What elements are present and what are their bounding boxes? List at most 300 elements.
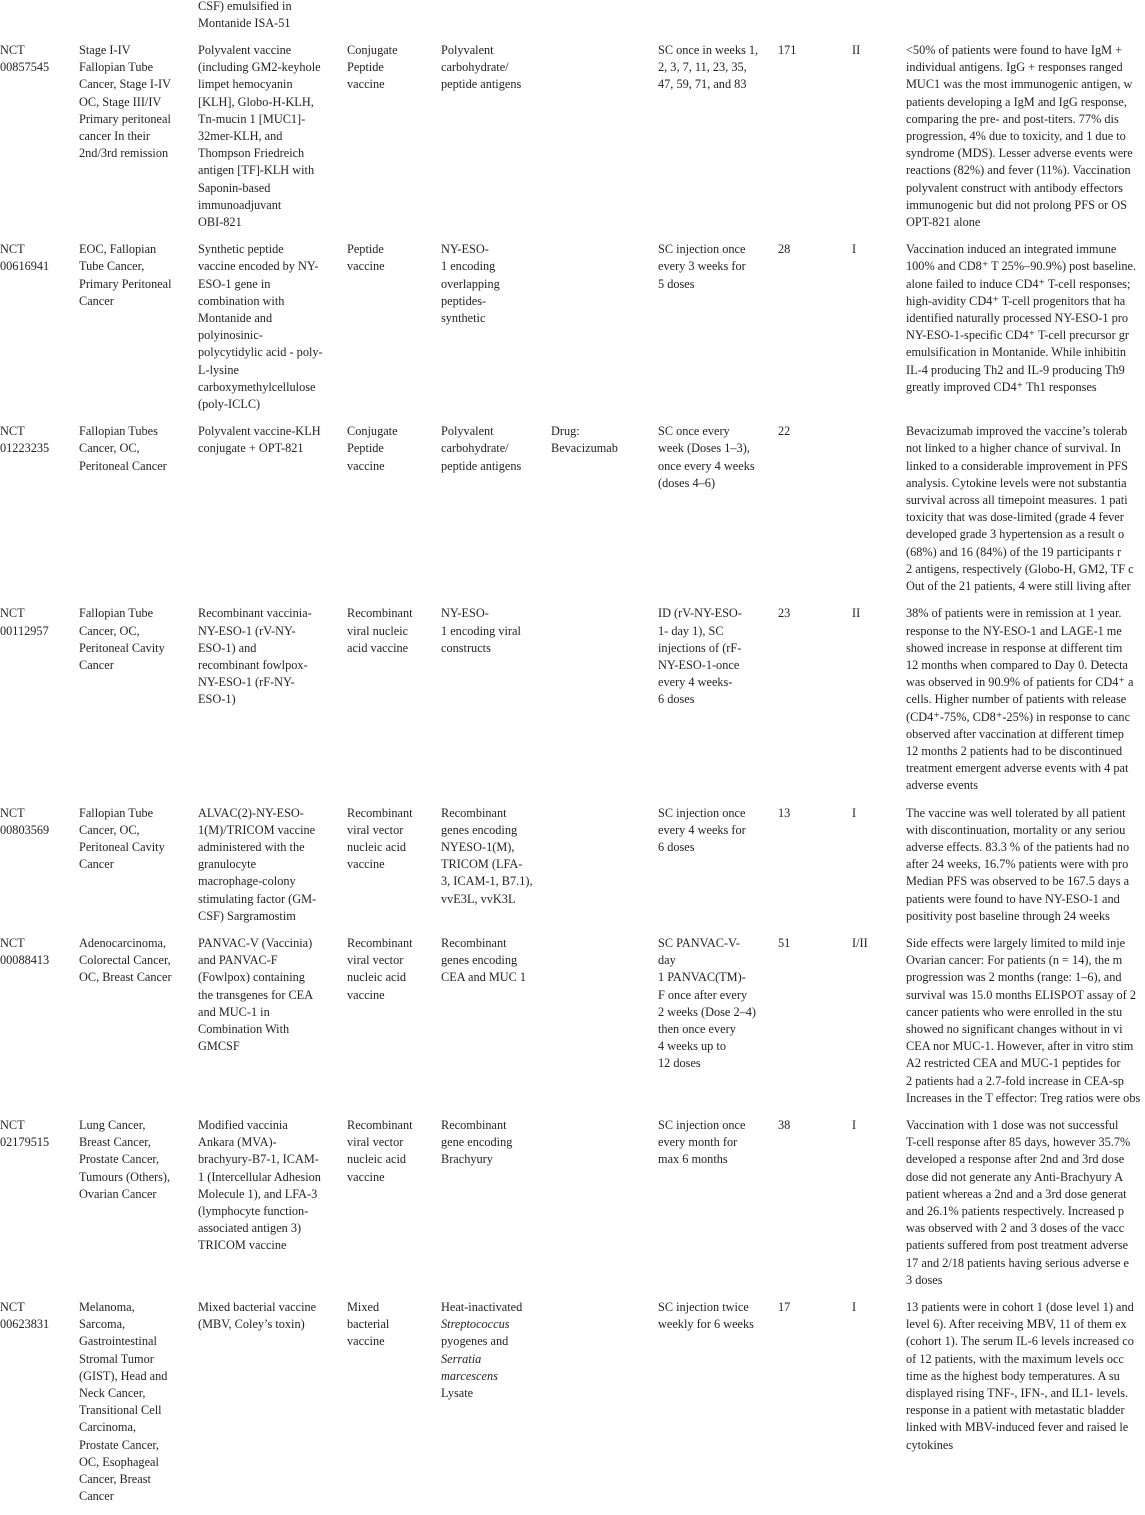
text-line: linked to a considerable improvement in PFS <box>906 458 1128 473</box>
text-line: 2 weeks (Dose 2–4) <box>658 1004 757 1019</box>
text-line: and PANVAC-F <box>198 953 278 968</box>
text-line: I <box>852 1117 857 1132</box>
text-line: Thompson Friedreich <box>198 146 305 161</box>
text-line: 02179515 <box>0 1135 50 1150</box>
combination-drug-cell <box>551 935 658 1117</box>
text-line: cytokines <box>906 1437 954 1452</box>
intervention-cell <box>198 1299 347 1515</box>
text-line: Cancer, OC, <box>79 441 140 456</box>
text-line: OBI-821 <box>198 215 242 230</box>
text-line: NCT <box>0 606 25 621</box>
text-line: associated antigen 3) <box>198 1221 302 1236</box>
text-line: NY-ESO-1 (rV-NY- <box>198 623 296 638</box>
text-line: 51 <box>778 935 791 950</box>
enrollment-cell <box>778 805 852 935</box>
intervention-cell <box>198 805 347 935</box>
text-line: II <box>852 606 861 621</box>
text-line: 00112957 <box>0 623 49 638</box>
text-line: I/II <box>852 935 868 950</box>
combination-drug-cell <box>551 241 658 423</box>
text-line: Adenocarcinoma, <box>79 935 167 950</box>
text-line: showed no significant changes without in vi <box>906 1021 1123 1036</box>
text-line: Conjugate <box>347 43 398 57</box>
phase-cell <box>852 805 906 935</box>
combination-drug-cell <box>551 605 658 804</box>
trial-id-cell <box>0 241 79 423</box>
text-line: CSF) emulsified in <box>198 0 292 13</box>
antigen-cell <box>441 935 551 1117</box>
text-line: Polyvalent <box>441 43 494 57</box>
text-line: Cancer, OC, <box>79 623 140 638</box>
text-line: marcescens <box>441 1368 498 1383</box>
text-line: Drug: <box>551 424 580 439</box>
text-line: cells. Higher number of patients with release <box>906 692 1127 707</box>
schedule-cell <box>658 241 778 423</box>
text-line: Polyvalent vaccine <box>198 43 292 57</box>
results-cell <box>906 423 1145 605</box>
results-cell <box>906 1299 1145 1515</box>
text-line: TRICOM (LFA- <box>441 857 523 872</box>
text-line: F once after every <box>658 987 748 1002</box>
enrollment-cell <box>778 423 852 605</box>
text-line: reactions (82%) and fever (11%). Vaccination <box>906 163 1131 178</box>
table-row <box>0 42 1145 241</box>
results-cell <box>906 935 1145 1117</box>
text-line: vaccine <box>347 77 385 92</box>
text-line: Vaccination induced an integrated immune <box>906 242 1117 257</box>
text-line: Cancer, Breast <box>79 1472 151 1487</box>
text-line: <50% of patients were found to have IgM + <box>906 43 1123 57</box>
intervention-cell <box>198 241 347 423</box>
text-line: NCT <box>0 1117 25 1132</box>
text-line: NY-ESO-1-once <box>658 657 740 672</box>
condition-cell <box>79 42 198 241</box>
text-line: Vaccination with 1 dose was not successful <box>906 1117 1119 1132</box>
text-line: ESO-1) <box>198 692 236 707</box>
text-line: polyvalent construct with antibody effectors <box>906 180 1123 195</box>
text-line: polyinosinic- <box>198 328 263 343</box>
text-line: (68%) and 16 (84%) of the 19 participants r <box>906 544 1122 559</box>
text-line: viral nucleic <box>347 623 409 638</box>
text-line: OPT-821 alone <box>906 215 981 230</box>
condition-cell <box>79 241 198 423</box>
text-line: displayed rising TNF-, IFN-, and IL1- levels. <box>906 1386 1129 1401</box>
table-row <box>0 605 1145 804</box>
text-line: week (Doses 1–3), <box>658 441 750 456</box>
text-line: NCT <box>0 805 25 820</box>
trial-id-cell <box>0 42 79 241</box>
enrollment-cell <box>778 241 852 423</box>
text-line: after 24 weeks, 16.7% patients were with pro <box>906 857 1129 872</box>
text-line: peptide antigens <box>441 458 522 473</box>
text-line: limpet hemocyanin <box>198 77 293 92</box>
text-line: Recombinant <box>441 935 507 950</box>
text-line: Saponin-based <box>198 180 271 195</box>
phase-cell <box>852 423 906 605</box>
text-line: SC PANVAC-V- <box>658 935 740 950</box>
text-line: Tube Cancer, <box>79 259 145 274</box>
schedule-cell <box>658 805 778 935</box>
text-line: dose did not generate any Anti-Brachyury A <box>906 1169 1124 1184</box>
text-line: peptide antigens <box>441 77 522 92</box>
text-line: viral vector <box>347 953 404 968</box>
text-line: 3, ICAM-1, B7.1), <box>441 874 533 889</box>
antigen-cell <box>441 605 551 804</box>
results-cell <box>906 42 1145 241</box>
text-line: Modified vaccinia <box>198 1117 288 1132</box>
text-line: Recombinant <box>347 1117 413 1132</box>
text-line: Primary Peritoneal <box>79 276 172 291</box>
text-line: Peritoneal Cavity <box>79 839 165 854</box>
text-line: (doses 4–6) <box>658 475 716 490</box>
text-line: cancer patients who were enrolled in the stu <box>906 1004 1123 1019</box>
schedule-cell <box>658 423 778 605</box>
text-line: Recombinant <box>347 606 413 621</box>
text-line: Tn-mucin 1 [MUC1]- <box>198 111 306 126</box>
condition-cell <box>79 423 198 605</box>
text-line: adverse events <box>906 778 979 793</box>
text-line: SC injection once <box>658 805 746 820</box>
text-line: 2 antigens, respectively (Globo-H, GM2, TF c <box>906 561 1134 576</box>
text-line: vaccine <box>347 987 385 1002</box>
text-line: SC once every <box>658 424 730 439</box>
text-line: Synthetic peptide <box>198 242 284 257</box>
text-line: Recombinant <box>347 805 413 820</box>
text-line: alone failed to induce CD4⁺ T-cell responses; <box>906 276 1131 291</box>
text-line: Out of the 21 patients, 4 were still living after <box>906 579 1131 594</box>
text-line: 3 doses <box>906 1272 943 1287</box>
text-line: Bevacizumab <box>551 441 618 456</box>
text-line: GMCSF <box>198 1039 240 1054</box>
schedule-cell <box>658 42 778 241</box>
text-line: 13 <box>778 805 791 820</box>
text-line: Peptide <box>347 242 384 257</box>
text-line: bacterial <box>347 1317 390 1332</box>
text-line: Ankara (MVA)- <box>198 1135 277 1150</box>
vaccine-type-cell <box>347 935 441 1117</box>
enrollment-cell <box>778 42 852 241</box>
table-row <box>0 241 1145 423</box>
antigen-cell <box>441 42 551 241</box>
text-line: Recombinant <box>441 1117 507 1132</box>
text-line: stimulating factor (GM- <box>198 891 317 906</box>
text-line: Gastrointestinal <box>79 1334 157 1349</box>
text-line: OC, Breast Cancer <box>79 970 172 985</box>
text-line: NCT <box>0 935 25 950</box>
text-line: carbohydrate/ <box>441 441 509 456</box>
text-line: antigen [TF]-KLH with <box>198 163 315 178</box>
text-line: Stromal Tumor <box>79 1351 154 1366</box>
text-line: EOC, Fallopian <box>79 242 157 257</box>
text-line: 23 <box>778 606 791 621</box>
text-line: 22 <box>778 424 791 439</box>
text-line: progression, 4% due to toxicity, and 1 due to <box>906 129 1126 144</box>
text-line: nucleic acid <box>347 839 407 854</box>
text-line: showed increase in response at different tim <box>906 640 1123 655</box>
results-cell <box>906 605 1145 804</box>
text-line: 00088413 <box>0 953 50 968</box>
text-line: NY-ESO-1 (rF-NY- <box>198 675 295 690</box>
text-line: once every 4 weeks <box>658 458 755 473</box>
text-line: Cancer <box>79 1489 114 1504</box>
text-line: Fallopian Tube <box>79 606 154 621</box>
condition-cell <box>79 1117 198 1299</box>
text-line: positivity post baseline through 24 weeks <box>906 908 1110 923</box>
text-line: treatment emergent adverse events with 4 pat <box>906 761 1129 776</box>
results-cell <box>906 805 1145 935</box>
text-line: Recombinant vaccinia- <box>198 606 312 621</box>
text-line: 2, 3, 7, 11, 23, 35, <box>658 60 747 75</box>
text-line: (GIST), Head and <box>79 1368 168 1383</box>
text-line: greatly improved CD4⁺ Th1 responses <box>906 379 1097 394</box>
text-line: Carcinoma, <box>79 1420 137 1435</box>
trial-id-cell <box>0 1299 79 1515</box>
vaccine-type-cell <box>347 1117 441 1299</box>
text-line: Serratia <box>441 1351 482 1366</box>
text-line: carboxymethylcellulose <box>198 379 316 394</box>
text-line: Tumours (Others), <box>79 1169 171 1184</box>
text-line: identified naturally processed NY-ESO-1 pro <box>906 311 1128 326</box>
text-line: survival was 15.0 months ELISPOT assay of 2 <box>906 987 1136 1002</box>
text-line: injections of (rF- <box>658 640 742 655</box>
text-line: Streptococcus <box>441 1317 510 1332</box>
text-line: Sarcoma, <box>79 1317 126 1332</box>
carryover-intervention-text <box>198 0 340 32</box>
text-line: 38 <box>778 1117 791 1132</box>
text-line: 4 weeks up to <box>658 1039 726 1054</box>
text-line: Cancer <box>79 657 114 672</box>
text-line: Brachyury <box>441 1152 493 1167</box>
text-line: Prostate Cancer, <box>79 1437 160 1452</box>
text-line: SC injection once <box>658 242 746 257</box>
text-line: NY-ESO- <box>441 606 489 621</box>
intervention-cell <box>198 423 347 605</box>
antigen-cell <box>441 423 551 605</box>
text-line: syndrome (MDS). Lesser adverse events were <box>906 146 1133 161</box>
text-line: nucleic acid <box>347 970 407 985</box>
text-line: adverse effects. 83.3 % of the patients had no <box>906 839 1130 854</box>
text-line: CEA and MUC 1 <box>441 970 527 985</box>
text-line: NCT <box>0 43 25 57</box>
text-line: IL-4 producing Th2 and IL-9 producing Th9 <box>906 362 1125 377</box>
schedule-cell <box>658 1299 778 1515</box>
text-line: administered with the <box>198 839 305 854</box>
text-line: 12 months when compared to Day 0. Detecta <box>906 657 1128 672</box>
text-line: acid vaccine <box>347 640 409 655</box>
phase-cell <box>852 241 906 423</box>
text-line: The vaccine was well tolerated by all patient <box>906 805 1126 820</box>
table-row <box>0 805 1145 935</box>
text-line: toxicity that was dose-limited (grade 4 fever <box>906 510 1124 525</box>
table-row <box>0 1117 1145 1299</box>
text-line: 12 doses <box>658 1056 701 1071</box>
text-line: and 26.1% patients respectively. Increased p <box>906 1204 1125 1218</box>
text-line: Stage I-IV <box>79 43 131 57</box>
schedule-cell <box>658 935 778 1117</box>
text-line: immunoadjuvant <box>198 197 282 212</box>
phase-cell <box>852 1299 906 1515</box>
text-line: Montanide and <box>198 311 273 326</box>
text-line: CEA nor MUC-1. However, after in vitro stim <box>906 1039 1134 1054</box>
phase-cell <box>852 42 906 241</box>
text-line: max 6 months <box>658 1152 728 1167</box>
text-line: Cancer <box>79 857 114 872</box>
text-line: L-lysine <box>198 362 239 377</box>
text-line: Melanoma, <box>79 1300 135 1315</box>
text-line: recombinant fowlpox- <box>198 657 308 672</box>
text-line: 2 patients had a 2.7-fold increase in CEA-sp <box>906 1073 1124 1088</box>
text-line: level 6). After receiving MBV, 11 of them ex <box>906 1317 1127 1332</box>
vaccine-type-cell <box>347 423 441 605</box>
text-line: OC, Stage III/IV <box>79 94 162 109</box>
antigen-cell <box>441 805 551 935</box>
text-line: (CD4⁺-75%, CD8⁺-25%) in response to canc <box>906 709 1131 724</box>
schedule-cell <box>658 1117 778 1299</box>
text-line: progression was 2 months (range: 1–6), and <box>906 970 1122 985</box>
text-line: vaccine <box>347 259 385 274</box>
text-line: (including GM2-keyhole <box>198 60 321 75</box>
text-line: Recombinant <box>347 935 413 950</box>
text-line: Ovarian Cancer <box>79 1186 157 1201</box>
text-line: observed after vaccination at different timep <box>906 726 1124 741</box>
table-row <box>0 423 1145 605</box>
text-line: MUC1 was the most immunogenic antigen, w <box>906 77 1133 92</box>
text-line: 00803569 <box>0 822 50 837</box>
text-line: Mixed <box>347 1300 380 1315</box>
text-line: response in a patient with metastatic bladder <box>906 1403 1125 1418</box>
text-line: 1- day 1), SC <box>658 623 724 638</box>
text-line: Peritoneal Cancer <box>79 458 167 473</box>
text-line: developed grade 3 hypertension as a result o <box>906 527 1125 542</box>
text-line: analysis. Cytokine levels were not substantia <box>906 475 1127 490</box>
condition-cell <box>79 935 198 1117</box>
antigen-cell <box>441 241 551 423</box>
text-line: 2nd/3rd remission <box>79 146 169 161</box>
text-line: Fallopian Tube <box>79 805 154 820</box>
phase-cell <box>852 605 906 804</box>
text-line: vaccine <box>347 857 385 872</box>
text-line: Side effects were largely limited to mild inje <box>906 935 1126 950</box>
text-line: NCT <box>0 1300 25 1315</box>
trial-id-cell <box>0 1117 79 1299</box>
text-line: immunogenic but did not prolong PFS or OS <box>906 197 1128 212</box>
text-line: 1 encoding viral <box>441 623 521 638</box>
text-line: NY-ESO- <box>441 242 489 257</box>
text-line: (MBV, Coley’s toxin) <box>198 1317 305 1332</box>
text-line: overlapping <box>441 276 500 291</box>
combination-drug-cell <box>551 423 658 605</box>
text-line: linked with MBV-induced fever and raised le <box>906 1420 1129 1435</box>
text-line: granulocyte <box>198 857 257 872</box>
text-line: emulsification in Montanide. While inhibitin <box>906 345 1127 360</box>
text-line: (poly-ICLC) <box>198 397 261 412</box>
text-line: 1(M)/TRICOM vaccine <box>198 822 316 837</box>
text-line: Molecule 1), and LFA-3 <box>198 1186 318 1201</box>
text-line: 6 doses <box>658 692 695 707</box>
text-line: Polyvalent vaccine-KLH <box>198 424 321 439</box>
intervention-cell <box>198 935 347 1117</box>
text-line: Mixed bacterial vaccine <box>198 1300 317 1315</box>
text-line: Peritoneal Cavity <box>79 640 165 655</box>
text-line: A2 restricted CEA and MUC-1 peptides for <box>906 1056 1121 1071</box>
text-line: ESO-1 gene in <box>198 276 271 291</box>
text-line: vaccine encoded by NY- <box>198 259 319 274</box>
text-line: viral vector <box>347 1135 404 1150</box>
text-line: 5 doses <box>658 276 695 291</box>
table-row <box>0 1299 1145 1515</box>
text-line: pyogenes and <box>441 1334 509 1349</box>
text-line: Cancer, Stage I-IV <box>79 77 172 92</box>
text-line: day <box>658 953 676 968</box>
text-line: was observed in 90.9% of patients for CD4⁺ a <box>906 675 1134 690</box>
vaccine-type-cell <box>347 241 441 423</box>
vaccine-type-cell <box>347 42 441 241</box>
text-line: 13 patients were in cohort 1 (dose level 1) and <box>906 1300 1134 1315</box>
text-line: SC injection once <box>658 1117 746 1132</box>
text-line: combination with <box>198 293 285 308</box>
text-line: patient whereas a 2nd and a 3rd dose generat <box>906 1186 1127 1201</box>
text-line: Breast Cancer, <box>79 1135 151 1150</box>
text-line: [KLH], Globo-H-KLH, <box>198 94 314 109</box>
text-line: cancer In their <box>79 129 151 144</box>
text-line: 17 and 2/18 patients having serious adverse e <box>906 1255 1129 1270</box>
text-line: 01223235 <box>0 441 50 456</box>
text-line: with discontinuation, mortality or any seriou <box>906 822 1126 837</box>
text-line: polycytidylic acid - poly- <box>198 345 323 360</box>
clinical-trials-table <box>0 42 1145 1515</box>
condition-cell <box>79 805 198 935</box>
text-line: Cancer, OC, <box>79 822 140 837</box>
text-line: high-avidity CD4⁺ T-cell progenitors that ha <box>906 293 1126 308</box>
text-line: macrophage-colony <box>198 874 296 889</box>
text-line: vaccine <box>347 1334 385 1349</box>
intervention-cell <box>198 42 347 241</box>
text-line: 38% of patients were in remission at 1 year. <box>906 606 1122 621</box>
text-line: every 4 weeks for <box>658 822 746 837</box>
text-line: NYESO-1(M), <box>441 839 515 854</box>
text-line: SC injection twice <box>658 1300 749 1315</box>
enrollment-cell <box>778 935 852 1117</box>
text-line: nucleic acid <box>347 1152 407 1167</box>
text-line: survival across all timepoint measures. 1 pati <box>906 493 1128 508</box>
text-line: NCT <box>0 242 25 257</box>
text-line: Primary peritoneal <box>79 111 171 126</box>
text-line: 6 doses <box>658 839 695 854</box>
text-line: II <box>852 43 861 57</box>
text-line: carbohydrate/ <box>441 60 509 75</box>
results-cell <box>906 1117 1145 1299</box>
text-line: T-cell response after 85 days, however 35.7% <box>906 1135 1131 1150</box>
text-line: vaccine <box>347 458 385 473</box>
text-line: constructs <box>441 640 491 655</box>
text-line: 1 PANVAC(TM)- <box>658 970 746 985</box>
text-line: 28 <box>778 242 791 257</box>
text-line: synthetic <box>441 311 486 326</box>
text-line: developed a response after 2nd and 3rd dose <box>906 1152 1125 1167</box>
text-line: I <box>852 805 857 820</box>
text-line: Heat-inactivated <box>441 1300 523 1315</box>
enrollment-cell <box>778 605 852 804</box>
text-line: then once every <box>658 1021 736 1036</box>
enrollment-cell <box>778 1299 852 1515</box>
vaccine-type-cell <box>347 805 441 935</box>
text-line: Increases in the T effector: Treg ratios were obs <box>906 1090 1141 1105</box>
text-line: 47, 59, 71, and 83 <box>658 77 747 92</box>
text-line: genes encoding <box>441 822 518 837</box>
text-line: Combination With <box>198 1021 290 1036</box>
text-line: Recombinant <box>441 805 507 820</box>
text-line: Conjugate <box>347 424 398 439</box>
